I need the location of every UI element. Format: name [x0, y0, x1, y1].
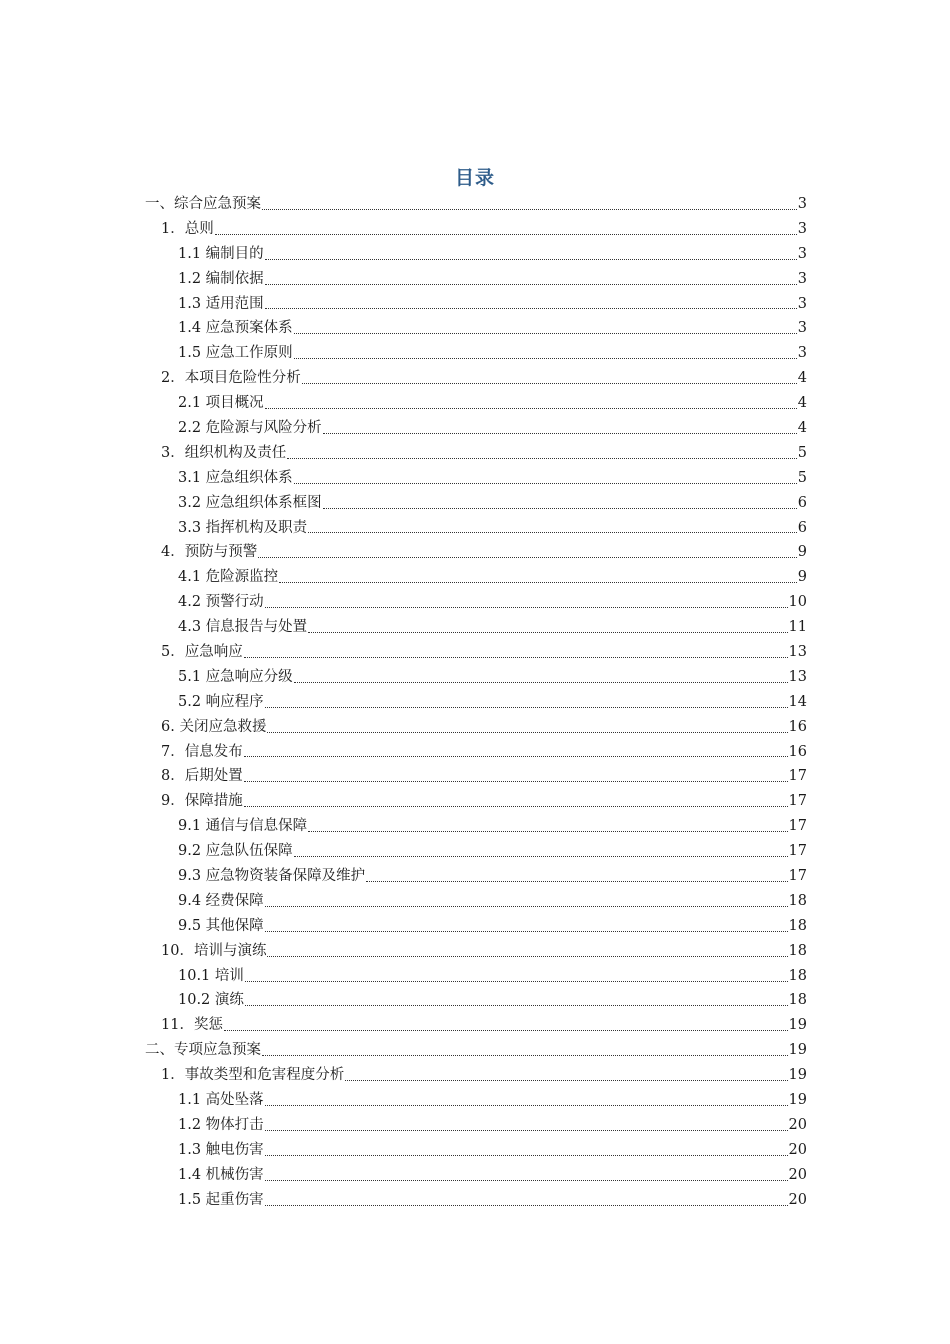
toc-entry-page-number: 5 [797, 469, 807, 486]
toc-entry-page-number: 20 [788, 1116, 807, 1133]
toc-entry-label: 8．后期处置 [161, 768, 243, 785]
toc-dot-leader [322, 491, 798, 516]
toc-dot-leader [264, 391, 798, 416]
toc-entry-label: 1.5 应急工作原则 [178, 345, 293, 362]
toc-entry-label: 3.1 应急组织体系 [178, 469, 293, 486]
toc-dot-leader [293, 316, 798, 341]
toc-dot-leader [278, 565, 798, 590]
toc-entry-page-number: 10 [788, 594, 807, 611]
toc-entry[interactable] [145, 416, 807, 441]
toc-entry[interactable] [145, 864, 807, 889]
toc-entry-label: 7．信息发布 [161, 743, 243, 760]
toc-dot-leader [293, 466, 798, 491]
toc-entry-label: 二、专项应急预案 [145, 1042, 261, 1059]
toc-dot-leader [264, 1088, 789, 1113]
toc-entry[interactable] [145, 391, 807, 416]
toc-entry[interactable] [145, 192, 807, 217]
toc-entry-page-number: 17 [788, 843, 807, 860]
toc-dot-leader [264, 1138, 789, 1163]
toc-entry-label: 9.3 应急物资装备保障及维护 [178, 868, 366, 885]
toc-entry-page-number: 19 [788, 1042, 807, 1059]
toc-list [145, 192, 807, 1213]
toc-entry-page-number: 4 [797, 395, 807, 412]
toc-entry[interactable] [145, 839, 807, 864]
toc-dot-leader [264, 292, 798, 317]
toc-dot-leader [264, 267, 798, 292]
toc-entry-label: 1.3 适用范围 [178, 295, 264, 312]
toc-entry-page-number: 3 [797, 320, 807, 337]
toc-entry-label: 4.1 危险源监控 [178, 569, 279, 586]
toc-entry-label: 4.2 预警行动 [178, 594, 264, 611]
toc-dot-leader [307, 615, 788, 640]
toc-entry[interactable] [145, 989, 807, 1014]
toc-dot-leader [307, 814, 788, 839]
toc-entry[interactable] [145, 1113, 807, 1138]
toc-dot-leader [243, 640, 789, 665]
toc-entry-page-number: 14 [788, 693, 807, 710]
toc-dot-leader [223, 1013, 789, 1038]
toc-entry-label: 9．保障措施 [161, 793, 243, 810]
toc-entry[interactable] [145, 516, 807, 541]
toc-entry-label: 11．奖惩 [161, 1017, 223, 1034]
toc-entry-label: 6. 关闭应急救援 [161, 718, 267, 735]
toc-entry[interactable] [145, 964, 807, 989]
toc-entry-page-number: 13 [788, 644, 807, 661]
toc-entry[interactable] [145, 1038, 807, 1063]
toc-entry-page-number: 4 [797, 420, 807, 436]
toc-entry-page-number: 4 [797, 370, 807, 387]
toc-entry-page-number: 20 [788, 1141, 807, 1158]
toc-entry-page-number: 19 [788, 1067, 807, 1084]
toc-entry[interactable] [145, 665, 807, 690]
toc-entry[interactable] [145, 441, 807, 466]
toc-dot-leader [293, 665, 789, 690]
toc-dot-leader [344, 1063, 788, 1088]
toc-entry[interactable] [145, 1088, 807, 1113]
toc-dot-leader [264, 1188, 789, 1213]
toc-entry[interactable] [145, 789, 807, 814]
toc-dot-leader [293, 839, 789, 864]
toc-entry[interactable] [145, 814, 807, 839]
toc-dot-leader [365, 864, 788, 889]
toc-entry-page-number: 19 [788, 1092, 807, 1109]
toc-entry[interactable] [145, 764, 807, 789]
toc-entry[interactable] [145, 1013, 807, 1038]
toc-dot-leader [301, 366, 798, 391]
toc-dot-leader [266, 715, 788, 740]
toc-entry[interactable] [145, 939, 807, 964]
toc-entry-page-number: 3 [797, 345, 807, 362]
toc-entry-page-number: 13 [788, 668, 807, 685]
toc-entry-page-number: 11 [788, 619, 807, 636]
toc-entry-label: 1．总则 [161, 220, 214, 237]
toc-entry[interactable] [145, 292, 807, 317]
toc-entry-label: 9.1 通信与信息保障 [178, 818, 308, 835]
toc-entry-label: 5．应急响应 [161, 644, 243, 661]
toc-entry-label: 9.5 其他保障 [178, 917, 264, 934]
toc-entry-page-number: 18 [788, 917, 807, 934]
toc-entry-label: 10．培训与演练 [161, 942, 267, 959]
toc-entry-label: 9.4 经费保障 [178, 892, 264, 909]
toc-dot-leader [264, 1113, 789, 1138]
toc-entry-page-number: 16 [788, 743, 807, 760]
toc-entry-page-number: 3 [797, 195, 807, 212]
toc-entry[interactable] [145, 914, 807, 939]
toc-entry[interactable] [145, 889, 807, 914]
toc-entry-page-number: 20 [788, 1166, 807, 1183]
toc-dot-leader [257, 540, 798, 565]
toc-entry-page-number: 17 [788, 768, 807, 785]
toc-entry-page-number: 18 [788, 967, 807, 984]
toc-entry-label: 10.2 演练 [178, 992, 244, 1009]
toc-entry-page-number: 3 [797, 295, 807, 312]
toc-entry-label: 2.1 项目概况 [178, 395, 264, 412]
toc-entry[interactable] [145, 366, 807, 391]
toc-dot-leader [264, 242, 798, 267]
toc-entry-page-number: 17 [788, 793, 807, 810]
toc-entry-page-number: 9 [797, 569, 807, 586]
toc-dot-leader [243, 789, 789, 814]
toc-entry-label: 2.2 危险源与风险分析 [178, 420, 322, 436]
toc-entry[interactable] [145, 341, 807, 366]
toc-entry[interactable] [145, 491, 807, 516]
toc-entry[interactable] [145, 740, 807, 765]
toc-dot-leader [264, 590, 789, 615]
toc-dot-leader [293, 341, 798, 366]
toc-dot-leader [244, 989, 789, 1014]
toc-entry-label: 1.2 物体打击 [178, 1116, 264, 1133]
toc-entry-label: 3.2 应急组织体系框图 [178, 494, 322, 511]
toc-entry-label: 1.2 编制依据 [178, 270, 264, 287]
toc-entry-label: 5.1 应急响应分级 [178, 668, 293, 685]
toc-entry-page-number: 18 [788, 892, 807, 909]
toc-entry[interactable] [145, 540, 807, 565]
toc-entry[interactable] [145, 615, 807, 640]
toc-entry-label: 5.2 响应程序 [178, 693, 264, 710]
toc-entry-page-number: 3 [797, 270, 807, 287]
toc-dot-leader [243, 764, 789, 789]
toc-dot-leader [214, 217, 798, 242]
toc-entry-page-number: 3 [797, 220, 807, 237]
toc-entry-page-number: 5 [797, 444, 807, 461]
toc-entry-label: 1.4 机械伤害 [178, 1166, 264, 1183]
toc-entry[interactable] [145, 217, 807, 242]
toc-entry[interactable] [145, 267, 807, 292]
toc-dot-leader [244, 964, 789, 989]
toc-entry[interactable] [145, 1063, 807, 1088]
toc-entry-page-number: 20 [788, 1191, 807, 1208]
toc-entry-page-number: 17 [788, 868, 807, 885]
toc-dot-leader [307, 516, 798, 541]
toc-entry[interactable] [145, 690, 807, 715]
toc-dot-leader [264, 1163, 789, 1188]
toc-entry[interactable] [145, 1163, 807, 1188]
toc-entry-page-number: 17 [788, 818, 807, 835]
toc-dot-leader [261, 192, 798, 217]
toc-entry[interactable] [145, 565, 807, 590]
toc-entry[interactable] [145, 590, 807, 615]
toc-entry-label: 1．事故类型和危害程度分析 [161, 1067, 345, 1084]
toc-dot-leader [264, 914, 789, 939]
toc-entry-page-number: 9 [797, 544, 807, 561]
toc-entry-page-number: 6 [797, 494, 807, 511]
toc-entry-label: 一、综合应急预案 [145, 195, 261, 212]
toc-dot-leader [264, 889, 789, 914]
toc-entry-page-number: 6 [797, 519, 807, 536]
toc-dot-leader [261, 1038, 789, 1063]
toc-entry-label: 9.2 应急队伍保障 [178, 843, 293, 860]
toc-entry-label: 10.1 培训 [178, 967, 244, 984]
toc-entry[interactable] [145, 640, 807, 665]
toc-entry-page-number: 18 [788, 942, 807, 959]
toc-entry[interactable] [145, 1188, 807, 1213]
toc-entry[interactable] [145, 1138, 807, 1163]
toc-entry-page-number: 3 [797, 245, 807, 262]
toc-dot-leader [266, 939, 788, 964]
toc-entry-label: 3.3 指挥机构及职责 [178, 519, 308, 536]
toc-dot-leader [264, 690, 789, 715]
toc-entry[interactable] [145, 715, 807, 740]
toc-entry-page-number: 16 [788, 718, 807, 735]
toc-entry-page-number: 18 [788, 992, 807, 1009]
toc-entry-label: 4．预防与预警 [161, 544, 258, 561]
toc-entry-page-number: 19 [788, 1017, 807, 1034]
toc-entry[interactable] [145, 316, 807, 341]
toc-entry-label: 1.1 高处坠落 [178, 1092, 264, 1109]
toc-title: 目录 [454, 167, 495, 189]
toc-dot-leader [322, 416, 798, 441]
toc-entry-label: 3．组织机构及责任 [161, 444, 287, 461]
toc-entry-label: 1.3 触电伤害 [178, 1141, 264, 1158]
toc-entry-label: 2．本项目危险性分析 [161, 370, 301, 387]
toc-entry[interactable] [145, 466, 807, 491]
toc-dot-leader [286, 441, 798, 466]
toc-entry-label: 4.3 信息报告与处置 [178, 619, 308, 636]
toc-entry-label: 1.1 编制目的 [178, 245, 264, 262]
toc-entry-label: 1.4 应急预案体系 [178, 320, 293, 337]
toc-entry-label: 1.5 起重伤害 [178, 1191, 264, 1208]
toc-dot-leader [243, 740, 789, 765]
toc-entry[interactable] [145, 242, 807, 267]
